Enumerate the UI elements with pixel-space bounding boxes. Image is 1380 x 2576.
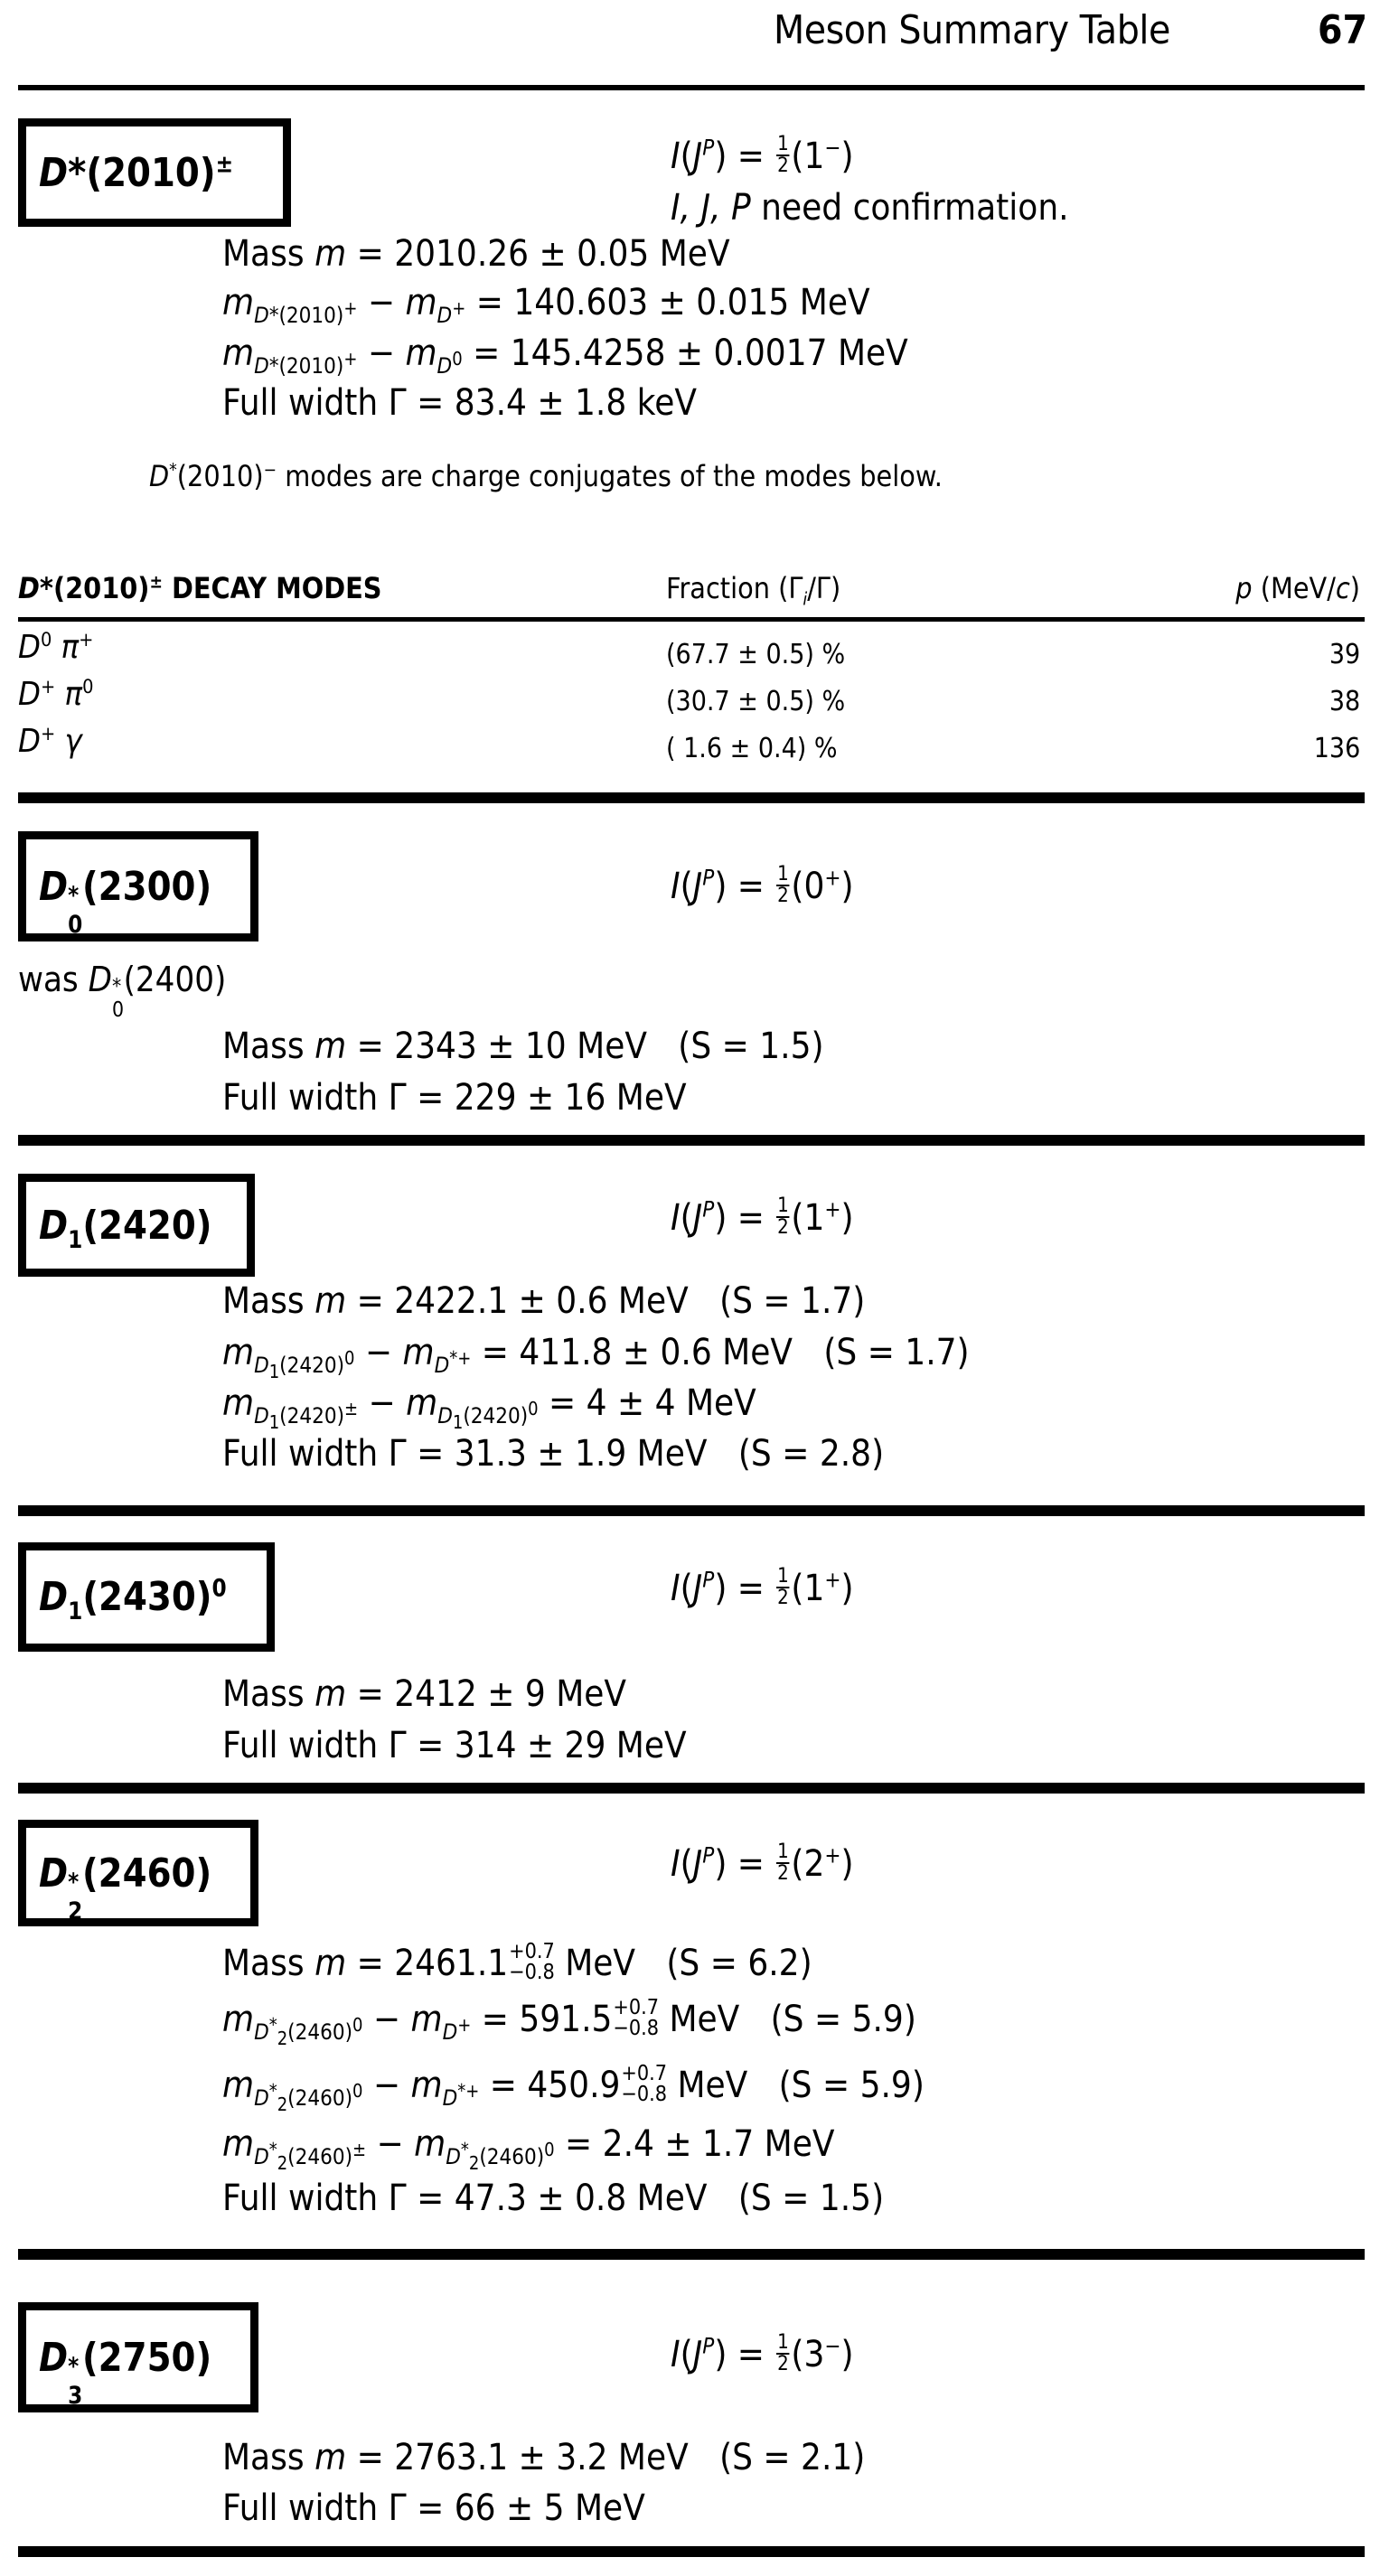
mass-difference-line-1: $m_{D*(2010)^+} - m_{D^+} = 140.603 \pm 0.015$ MeV — [222, 282, 870, 328]
momentum-header: p (MeV/c) — [1235, 571, 1360, 605]
particle-name: D * 0 (2300) — [39, 863, 212, 939]
particle-box-d3star2750 — [18, 2302, 258, 2412]
section-rule — [18, 2249, 1365, 2260]
section-rule — [18, 1135, 1365, 1146]
particle-box-dstar2010 — [18, 118, 291, 227]
decay-table-rule — [18, 617, 1365, 622]
quantum-numbers: $I(J^P)$ = $\frac{1}{2}$ (1−) — [671, 133, 854, 177]
section-rule — [18, 1505, 1365, 1516]
quantum-numbers: $I(J^P)$ = $\frac{1}{2}$ (1+) — [671, 1194, 854, 1239]
quantum-numbers: $I(J^P)$ = $\frac{1}{2}$ (0+) — [671, 863, 854, 907]
mass-difference-line-2: $m_{D^*_2(2460)^0} - m_{D^{*+}} = 450.9$ +0.7 −0.8 MeV (S = 5.9) — [222, 2060, 925, 2115]
section-rule — [18, 792, 1365, 803]
quantum-numbers: $I(J^P)$ = $\frac{1}{2}$ (1+) — [671, 1565, 854, 1609]
full-width-line: Full width Γ = 314 ± 29 MeV — [222, 1725, 687, 1766]
quantum-numbers: $I(J^P)$ = $\frac{1}{2}$ (2+) — [671, 1841, 854, 1885]
section-rule — [18, 1783, 1365, 1794]
decay-fraction-1: (67.7 ± 0.5) % — [666, 639, 846, 670]
particle-box-d0star2300 — [18, 831, 258, 941]
page-header-title: Meson Summary Table — [774, 7, 1170, 53]
mass-line: Mass m = 2010.26 ± 0.05 MeV — [222, 233, 730, 275]
header-rule — [18, 85, 1365, 90]
particle-name: D * 2 (2460) — [39, 1850, 212, 1925]
mass-difference-line-2: $m_{D*(2010)^+} - m_{D^0} = 145.4258 \pm 0.0017$ MeV — [222, 333, 908, 379]
confirmation-note: I, J, P need confirmation. — [671, 187, 1069, 229]
mass-difference-line-1: $m_{D_1(2420)^0} - m_{D^{*+}} = 411.8 \pm 0.6$ MeV (S = 1.7) — [222, 1332, 970, 1382]
decay-mode-row-1: $D^0$ π+ — [18, 629, 94, 666]
mass-line: Mass m = 2422.1 ± 0.6 MeV (S = 1.7) — [222, 1280, 866, 1322]
particle-box-d1-2430 — [18, 1542, 275, 1652]
particle-name: $D_1(2430)^0$ — [39, 1574, 227, 1625]
quantum-numbers: $I(J^P)$ = $\frac{1}{2}$ (3−) — [671, 2331, 854, 2375]
full-width-line: Full width Γ = 83.4 ± 1.8 keV — [222, 382, 698, 424]
former-name: was D * 0 (2400) — [18, 960, 227, 1022]
full-width-line: Full width Γ = 229 ± 16 MeV — [222, 1077, 687, 1119]
mass-line: Mass m = 2763.1 ± 3.2 MeV (S = 2.1) — [222, 2437, 866, 2478]
decay-mode-row-3: D+ γ — [18, 723, 82, 760]
fraction-header: Fraction $(\Gamma_i/\Gamma)$ — [666, 571, 841, 610]
particle-name: D*(2010)± — [39, 149, 234, 196]
charge-conjugate-note: D*(2010)− modes are charge conjugates of the modes below. — [149, 459, 943, 493]
mass-difference-line-2: $m_{D_1(2420)^\pm} - m_{D_1(2420)^0} = 4 \pm 4$ MeV — [222, 1382, 756, 1433]
decay-momentum-1: 39 — [1328, 639, 1360, 670]
particle-box-d1-2420 — [18, 1174, 255, 1277]
particle-name: D * 3 (2750) — [39, 2334, 212, 2410]
decay-momentum-2: 38 — [1328, 686, 1360, 717]
decay-fraction-2: (30.7 ± 0.5) % — [666, 686, 846, 717]
decay-momentum-3: 136 — [1313, 733, 1360, 764]
particle-name: $D_1(2420)$ — [39, 1202, 212, 1254]
page-number: 67 — [1318, 7, 1368, 53]
section-rule — [18, 2546, 1365, 2557]
mass-line: Mass m = 2343 ± 10 MeV (S = 1.5) — [222, 1026, 824, 1067]
full-width-line: Full width Γ = 66 ± 5 MeV — [222, 2487, 645, 2529]
particle-box-d2star2460 — [18, 1820, 258, 1926]
mass-difference-line-1: $m_{D^*_2(2460)^0} - m_{D^+} = 591.5$ +0.7 −0.8 MeV (S = 5.9) — [222, 1994, 916, 2049]
decay-mode-row-2: D+ $\pi^0$ — [18, 676, 94, 713]
fraction-one-half: $\frac{1}{2}$ — [777, 133, 789, 177]
full-width-line: Full width Γ = 31.3 ± 1.9 MeV (S = 2.8) — [222, 1433, 885, 1475]
mass-difference-line-3: $m_{D^*_2(2460)^\pm} - m_{D^*_2(2460)^0} = 2.4 \pm 1.7$ MeV — [222, 2123, 835, 2174]
mass-line: Mass m = 2412 ± 9 MeV — [222, 1673, 627, 1715]
full-width-line: Full width Γ = 47.3 ± 0.8 MeV (S = 1.5) — [222, 2178, 885, 2219]
mass-line: Mass m = 2461.1 +0.7 −0.8 MeV (S = 6.2) — [222, 1938, 812, 1984]
decay-fraction-3: ( 1.6 ± 0.4) % — [666, 733, 838, 764]
decay-modes-header: D*(2010)± DECAY MODES — [18, 571, 382, 605]
